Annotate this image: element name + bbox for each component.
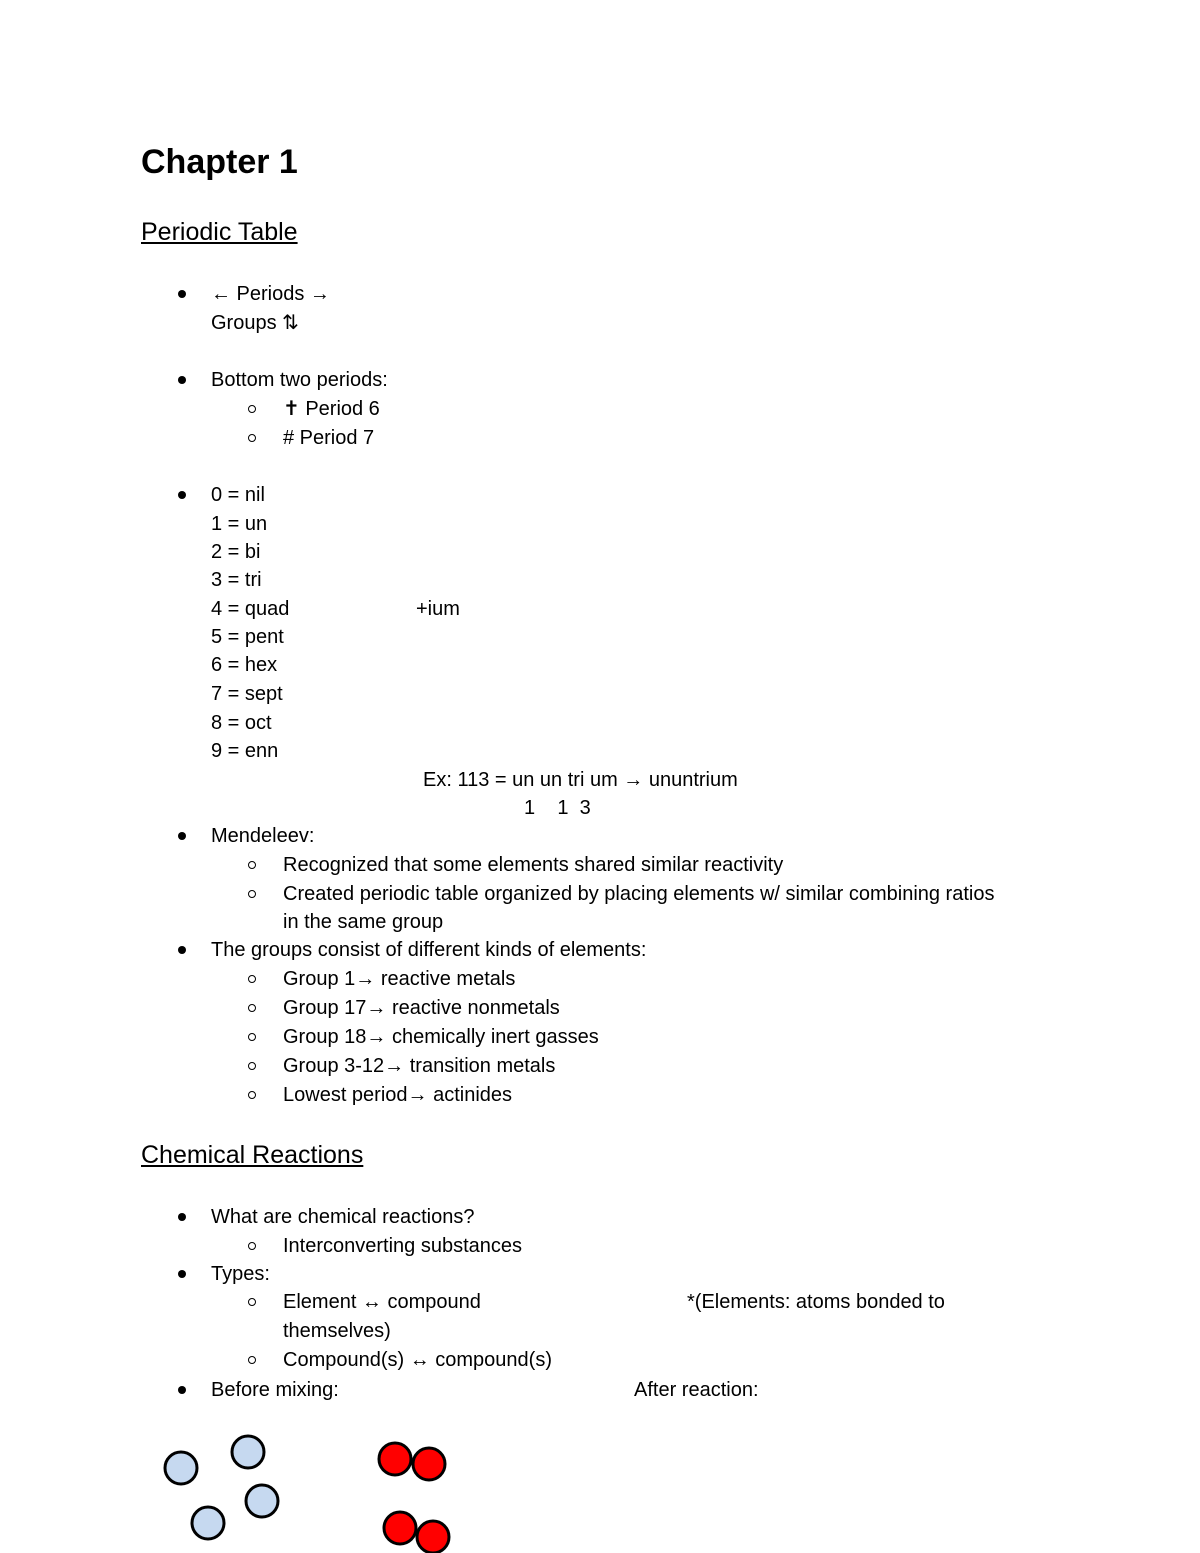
section-heading-chemical-reactions: Chemical Reactions bbox=[141, 1141, 364, 1169]
number-prefix-4: 4 = quad bbox=[211, 598, 290, 620]
red-atom bbox=[413, 1448, 445, 1480]
number-prefix-8: 8 = oct bbox=[211, 712, 272, 734]
number-prefix-1: 1 = un bbox=[211, 513, 268, 535]
mendeleev-item-1: Recognized that some elements shared similar reactivity bbox=[283, 854, 784, 876]
blue-atom bbox=[192, 1507, 224, 1539]
groups-consist-label: The groups consist of different kinds of elements: bbox=[211, 939, 647, 961]
group-item: Group 18→ chemically inert gasses bbox=[283, 1026, 599, 1048]
number-prefix-2: 2 = bi bbox=[211, 541, 261, 563]
number-prefix-6: 6 = hex bbox=[211, 654, 278, 676]
periods-line: ← Periods → bbox=[211, 283, 330, 305]
interconverting-item: Interconverting substances bbox=[283, 1235, 523, 1257]
mendeleev-label: Mendeleev: bbox=[211, 825, 315, 847]
number-prefix-0: 0 = nil bbox=[211, 484, 265, 506]
bottom-two-periods-label: Bottom two periods: bbox=[211, 369, 388, 391]
blue-atom bbox=[246, 1485, 278, 1517]
number-prefix-3: 3 = tri bbox=[211, 569, 262, 591]
suffix-ium: +ium bbox=[416, 598, 460, 620]
period-7-item: # Period 7 bbox=[283, 427, 375, 449]
number-prefix-7: 7 = sept bbox=[211, 683, 283, 705]
mendeleev-item-2-cont: in the same group bbox=[283, 911, 444, 933]
example-line: Ex: 113 = un un tri um → ununtrium bbox=[423, 769, 738, 791]
red-atom bbox=[417, 1521, 449, 1553]
type-element-compound: Element ↔ compound bbox=[283, 1291, 481, 1313]
red-atom bbox=[379, 1443, 411, 1475]
what-are-reactions-label: What are chemical reactions? bbox=[211, 1206, 475, 1228]
period-6-item: ✝ Period 6 bbox=[283, 398, 380, 420]
number-prefix-9: 9 = enn bbox=[211, 740, 279, 762]
page-title: Chapter 1 bbox=[141, 143, 298, 181]
after-reaction-label: After reaction: bbox=[634, 1379, 759, 1401]
number-prefix-5: 5 = pent bbox=[211, 626, 284, 648]
before-mixing-label: Before mixing: bbox=[211, 1379, 339, 1401]
group-item: Lowest period→ actinides bbox=[283, 1084, 513, 1106]
group-item: Group 17→ reactive nonmetals bbox=[283, 997, 560, 1019]
type-compound-compound: Compound(s) ↔ compound(s) bbox=[283, 1349, 552, 1371]
blue-atom bbox=[232, 1436, 264, 1468]
group-item: Group 3-12→ transition metals bbox=[283, 1055, 556, 1077]
red-atom bbox=[384, 1512, 416, 1544]
mendeleev-item-2: Created periodic table organized by placing elements w/ similar combining ratios bbox=[283, 883, 995, 905]
section-heading-periodic-table: Periodic Table bbox=[141, 218, 298, 246]
elements-note: *(Elements: atoms bonded to bbox=[687, 1291, 945, 1313]
elements-note-cont: themselves) bbox=[283, 1320, 391, 1342]
blue-atom bbox=[165, 1452, 197, 1484]
group-item: Group 1→ reactive metals bbox=[283, 968, 516, 990]
types-label: Types: bbox=[211, 1263, 270, 1285]
groups-line: Groups ⇅ bbox=[211, 312, 299, 334]
example-digits: 1 1 3 bbox=[524, 797, 591, 819]
